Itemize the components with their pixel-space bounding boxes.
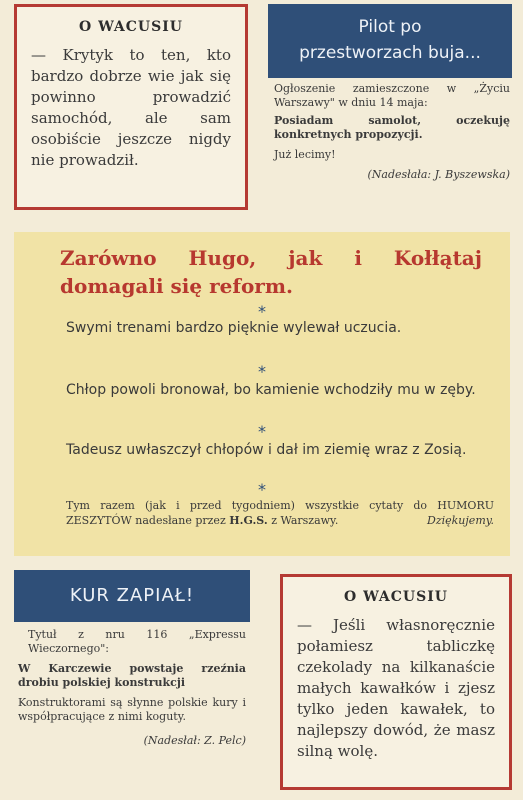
- quotes-footer-sender: H.G.S.: [229, 514, 268, 527]
- bottom-right-heading: O WACUSIU: [344, 589, 448, 605]
- quotes-footer-city: z Warszawy.: [271, 514, 339, 527]
- kur-credit: (Nadesłał: Z. Pelc): [143, 734, 246, 747]
- quote-item-1: Swymi trenami bardzo pięknie wylewał uczucia.: [66, 320, 402, 336]
- quotes-section-title: Zarówno Hugo, jak i Kołłątaj domagali się reform.: [60, 246, 482, 298]
- quote-item-2: Chłop powoli bronował, bo kamienie wchodziły mu w zęby.: [66, 382, 476, 398]
- bottom-right-text: — Jeśli własnoręcznie połamiesz tabliczkę czekolady na kilkanaście małych kawałków i zjesz tylko jeden kawałek, to najlepszy dowód, że masz silną wolę.: [297, 616, 495, 760]
- pilot-title-line1: Pilot po: [358, 17, 422, 37]
- quotes-footer-section-name: HUMORU ZESZYTÓW: [66, 499, 494, 527]
- quotes-footer-thanks: Dziękujemy.: [427, 514, 494, 527]
- pilot-title-line2: przestworzach buja...: [299, 43, 481, 63]
- quotes-footer: [66, 498, 494, 528]
- bottom-right-anecdote-box: [280, 574, 512, 790]
- star-separator-2: *: [258, 362, 266, 381]
- quotes-footer-post: nadesłane przez: [135, 514, 226, 527]
- kur-quote: W Karczewie powstaje rzeźnia drobiu polskiej konstrukcji: [18, 662, 246, 689]
- kur-intro: Tytuł z nru 116 „Expressu Wieczornego":: [28, 628, 246, 655]
- kur-title: KUR ZAPIAŁ!: [69, 585, 195, 606]
- pilot-quote: Posiadam samolot, oczekuję konkretnych propozycji.: [274, 114, 510, 141]
- kur-title-bar: [14, 570, 250, 622]
- quotes-footer-pre: Tym razem (jak i przed tygodniem) wszystkie cytaty do: [66, 499, 428, 512]
- kur-body: [18, 628, 246, 748]
- kur-comment: Konstruktorami są słynne polskie kury i współpracujące z nimi koguty.: [18, 696, 246, 723]
- pilot-comment: Już lecimy!: [274, 148, 336, 161]
- pilot-body: [274, 82, 510, 182]
- star-separator-1: *: [258, 302, 266, 321]
- pilot-intro: Ogłoszenie zamieszczone w „Życiu Warszawy" w dniu 14 maja:: [274, 82, 510, 109]
- top-left-anecdote-box: [14, 4, 248, 210]
- pilot-credit: (Nadesłała: J. Byszewska): [367, 168, 510, 181]
- top-left-heading: O WACUSIU: [79, 19, 183, 35]
- quotes-section: [14, 232, 510, 556]
- top-left-text: — Krytyk to ten, kto bardzo dobrze wie jak się powinno prowadzić samochód, ale sam osobiście jeszcze nigdy nie prowadził.: [31, 46, 231, 169]
- pilot-title-bar: [268, 4, 512, 78]
- quote-item-3: Tadeusz uwłaszczył chłopów i dał im ziemię wraz z Zosią.: [66, 442, 467, 458]
- star-separator-3: *: [258, 422, 266, 441]
- star-separator-4: *: [258, 480, 266, 499]
